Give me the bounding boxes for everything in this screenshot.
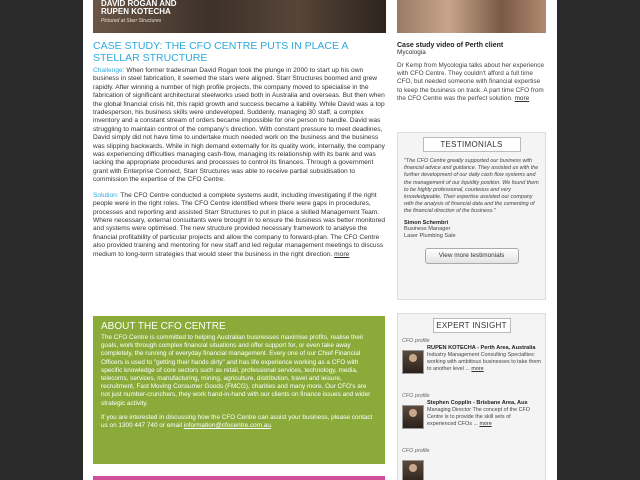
- about-body: The CFO Centre is committed to helping Australian businesses maximise profits, realise their goals, work through complex financial situations and offer support for, or even take away completely, the running of everyday financial management. Every one of our Chief Financial Officers is used to "getting their hands dirty" and has life experience working as a CFO with specific knowledge of core sectors such as retail, professional services, technology, media, telecoms, services, manufacturing, mining, agriculture, distribution, travel and leisure, recruitment, Fast Moving Consumer Goods (FMCG), charities and many more. Our CFO's are not just number-crunchers, they work hand-in-hand with our clients on finance issues and wider strategic activity.: [101, 334, 371, 407]
- testimonials-title: TESTIMONIALS: [423, 137, 521, 152]
- page: [83, 0, 557, 480]
- expert-insight-box: [397, 313, 546, 480]
- challenge-text: When former tradesman David Rogan took the plunge in 2000 to start up his own business in steel fabrication, it seemed the stars were aligned. Starr Structures boomed and grew rapidly. After winning a number of high profile projects, the company moved to specialise in the fabrication of significant architectural steelworks used both in Australia and overseas. But then when the global financial crisis hit, this rapid growth and success became a liability. While David was a top tradesperson, his business skills were undeveloped. Suddenly, managing 30 staff, a complex inventory and a constant stream of orders became impossible for one person to handle. David was struggling to maintain control of the company's direction. With constant pressure to meet deadlines, David simply did not have time to undertake much needed work on the business and the business was slipping backwards. While in high demand externally for its quality work, internally, the company was experiencing difficulties managing cash-flow, managing its relationship with its bank and was lacking the appropriate procedures and processes to control its finances. Through a government grant with Enterprise Connect, Starr Structures was able to receive partial subsidisation to commission the expertise of the CFO Centre.: [93, 67, 385, 184]
- solution-label: Solution:: [93, 191, 119, 199]
- video-more-link[interactable]: more: [514, 94, 530, 102]
- testimonial-role: Business Manager: [404, 225, 451, 232]
- testimonials-box: [397, 132, 546, 300]
- expert-item[interactable]: [402, 448, 541, 480]
- expert-desc: Managing Director The concept of the CFO Centre is to provide the skill sets of experienced CFOs ...: [427, 407, 530, 427]
- expert-item[interactable]: [402, 338, 541, 388]
- expert-item[interactable]: [402, 393, 541, 443]
- avatar: [402, 405, 424, 429]
- expert-text: [427, 407, 541, 428]
- video-description: [397, 62, 546, 103]
- expert-body: [427, 400, 541, 428]
- challenge-paragraph: [93, 67, 385, 185]
- expert-label: CFO profile: [402, 393, 430, 399]
- video-subtitle: Mycologia: [397, 49, 426, 56]
- testimonial-name: Simon Schembri: [404, 219, 449, 226]
- email-link[interactable]: information@cfocentre.com.au: [183, 422, 271, 430]
- expert-name: RUPEN KOTECHA - Perth Area, Australia: [427, 345, 536, 351]
- expert-text: [427, 352, 541, 373]
- hero-caption-line1: DAVID ROGAN AND: [101, 0, 177, 8]
- hero-caption: [101, 0, 177, 16]
- testimonial-company: Laser Plumbing Sale: [404, 232, 456, 239]
- expert-label: CFO profile: [402, 338, 430, 344]
- expert-more-link[interactable]: more: [479, 421, 492, 427]
- expert-desc: Industry Management Consulting Specialties: working with ambitious businesses to take them to another level ...: [427, 352, 541, 372]
- expert-more-link[interactable]: more: [471, 366, 484, 372]
- case-study-section: [93, 40, 385, 266]
- video-title: Case study video of Perth client: [397, 42, 504, 49]
- pink-section-bar: [93, 476, 385, 480]
- expert-label: CFO profile: [402, 448, 430, 454]
- case-study-more-link[interactable]: more: [334, 250, 350, 258]
- case-study-title: CASE STUDY: THE CFO CENTRE PUTS IN PLACE A STELLAR STRUCTURE: [93, 40, 348, 64]
- avatar: [402, 350, 424, 374]
- solution-text: The CFO Centre conducted a complete systems audit, including investigating if the right people were in the right roles. The CFO Centre identified where there were gaps in procedures, processes and reporting and assisted Starr Structures to put in place a skilled Management Team. Where necessary, external consultants were brought in to ensure the business was better monitored and systems were optimised. The new structure provided necessary framework to analyse the financial profitability of particular projects and allow the company to forward-plan. The CFO Centre also provided training and mentoring for new staff and led regular management meetings to discuss medium to long-term strategies that would steer the business in the right direction.: [93, 191, 385, 258]
- video-thumbnail[interactable]: [397, 0, 546, 33]
- video-desc-text: Dr Kemp from Mycologia talks about her experience with CFO Centre. They couldn't afford a full time CFO, but needed someone with financial expertise to keep the business on track. A part time CFO from the CFO Centre was the perfect solution.: [397, 62, 545, 102]
- expert-insight-title: EXPERT INSIGHT: [433, 318, 511, 333]
- expert-body: [427, 345, 541, 373]
- testimonial-quote: "The CFO Centre greatly supported our business with financial advice and guidance. They assisted us with the further development of our daily cash flow systems and the management of our liquidity position. We found them to be highly professional, courteous and very knowledgeable. Their expertise assisted our company with the analysis of financial data and the cementing of the financial direction of the business.": [404, 158, 539, 215]
- about-contact-end: .: [270, 422, 273, 430]
- expert-name: Stephen Copplin - Brisbane Area, Aus: [427, 400, 528, 406]
- about-section: [93, 316, 385, 464]
- avatar: [402, 460, 424, 480]
- solution-paragraph: [93, 192, 385, 259]
- about-title: ABOUT THE CFO CENTRE: [101, 321, 226, 332]
- hero-caption-line2: RUPEN KOTECHA: [101, 7, 171, 16]
- hero-caption-sub: Pictured at Starr Structures: [101, 18, 162, 24]
- hero-photo: [93, 0, 386, 33]
- view-more-testimonials-button[interactable]: View more testimonials: [425, 248, 519, 264]
- about-contact-text: If you are interested in discussing how the CFO Centre can assist your business, please contact us on 1300 447 740 or email: [101, 413, 373, 430]
- video-section: [397, 40, 546, 103]
- challenge-label: Challenge:: [93, 67, 125, 74]
- about-contact: [101, 414, 377, 430]
